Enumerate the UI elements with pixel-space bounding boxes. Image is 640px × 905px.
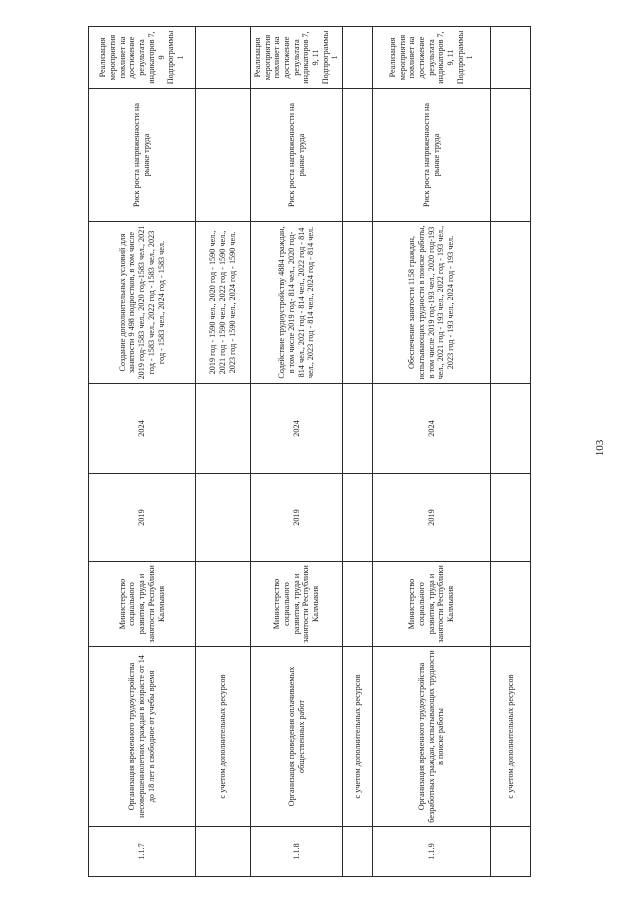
table-row: [343, 27, 373, 877]
table-row: [89, 27, 196, 877]
risk-cell: Риск роста напряженности на рынке труда: [89, 89, 196, 222]
indicator-link: Реализация мероприятия повлияет на достижение результата индикаторов 7, 9, 11 Подпрограммы 1: [251, 27, 343, 89]
indicator-link: [196, 27, 251, 89]
risk-cell: Риск роста напряженности на рынке труда: [373, 89, 491, 222]
end-year: 2024: [373, 384, 491, 474]
executor-cell: [491, 562, 531, 647]
end-year: 2024: [89, 384, 196, 474]
indicator-link: Реализация мероприятия повлияет на достижение результата индикаторов 7, 9 Подпрограммы 1: [89, 27, 196, 89]
table-row: [491, 27, 531, 877]
risk-cell: [343, 89, 373, 222]
indicator-link: [343, 27, 373, 89]
end-year: [196, 384, 251, 474]
start-year: [343, 474, 373, 562]
executor-cell: [343, 562, 373, 647]
event-name: с учетом дополнительных ресурсов: [491, 647, 531, 827]
end-year: 2024: [251, 384, 343, 474]
start-year: 2019: [251, 474, 343, 562]
expected-result: 2019 год - 1590 чел., 2020 год - 1590 чел., 2021 год - 1590 чел., 2022 год - 1590 чел., 2023 год - 1590 чел., 2024 год - 1590 чел.: [196, 222, 251, 384]
row-number: 1.1.9: [373, 827, 491, 877]
risk-cell: Риск роста напряженности на рынке труда: [251, 89, 343, 222]
executor-cell: Министерство социального развития, труда и занятости Республики Калмыкия: [251, 562, 343, 647]
risk-cell: [196, 89, 251, 222]
event-name: Организация временного трудоустройства безработных граждан, испытывающих трудности в поиске работы: [373, 647, 491, 827]
page-number: 103: [594, 439, 606, 457]
program-measures-table: [88, 26, 531, 877]
start-year: [196, 474, 251, 562]
indicator-link: [491, 27, 531, 89]
risk-cell: [491, 89, 531, 222]
expected-result: Создание дополнительных условий для занятости 9 498 подростков, в том числе 2019 год-1583 чел., 2020 год-1583 чел., 2021 год - 1583 чел., 2022 год - 1583 чел., 2023 год - 1583 чел., 2024 год - 1583 чел.: [89, 222, 196, 384]
table-row: [373, 27, 491, 877]
executor-cell: Министерство социального развития, труда и занятости Республики Калмыкия: [373, 562, 491, 647]
start-year: 2019: [89, 474, 196, 562]
expected-result: Обеспечение занятости 1158 граждан, испытывающих трудности в поиске работы, в том числе 2019 год-193 чел., 2020 год-193 чел., 2021 год - 193 чел., 2022 год - 193 чел., 2023 год - 193 чел., 2024 год - 193 чел.: [373, 222, 491, 384]
end-year: [491, 384, 531, 474]
expected-result: Содействие трудоустройству 4884 граждан, в том числе 2019 год- 814 чел., 2020 год- 814 чел., 2021 год - 814 чел., 2022 год - 814 чел., 2023 год - 814 чел., 2024 год - 814 чел.: [251, 222, 343, 384]
table-row: [196, 27, 251, 877]
row-number: [491, 827, 531, 877]
start-year: 2019: [373, 474, 491, 562]
event-name: с учетом дополнительных ресурсов: [196, 647, 251, 827]
event-name: с учетом дополнительных ресурсов: [343, 647, 373, 827]
executor-cell: Министерство социального развития, труда и занятости Республики Калмыкия: [89, 562, 196, 647]
row-number: 1.1.7: [89, 827, 196, 877]
indicator-link: Реализация мероприятия повлияет на достижение результата индикаторов 7, 9, 11 Подпрограммы 1: [373, 27, 491, 89]
executor-cell: [196, 562, 251, 647]
row-number: 1.1.8: [251, 827, 343, 877]
table-row: [251, 27, 343, 877]
end-year: [343, 384, 373, 474]
expected-result: [343, 222, 373, 384]
row-number: [196, 827, 251, 877]
row-number: [343, 827, 373, 877]
rotated-table-container: [88, 27, 515, 877]
event-name: Организация временного трудоустройства несовершеннолетних граждан в возрасте от 14 до 18 лет в свободное от учебы время: [89, 647, 196, 827]
expected-result: [491, 222, 531, 384]
event-name: Организация проведения оплачиваемых общественных работ: [251, 647, 343, 827]
start-year: [491, 474, 531, 562]
